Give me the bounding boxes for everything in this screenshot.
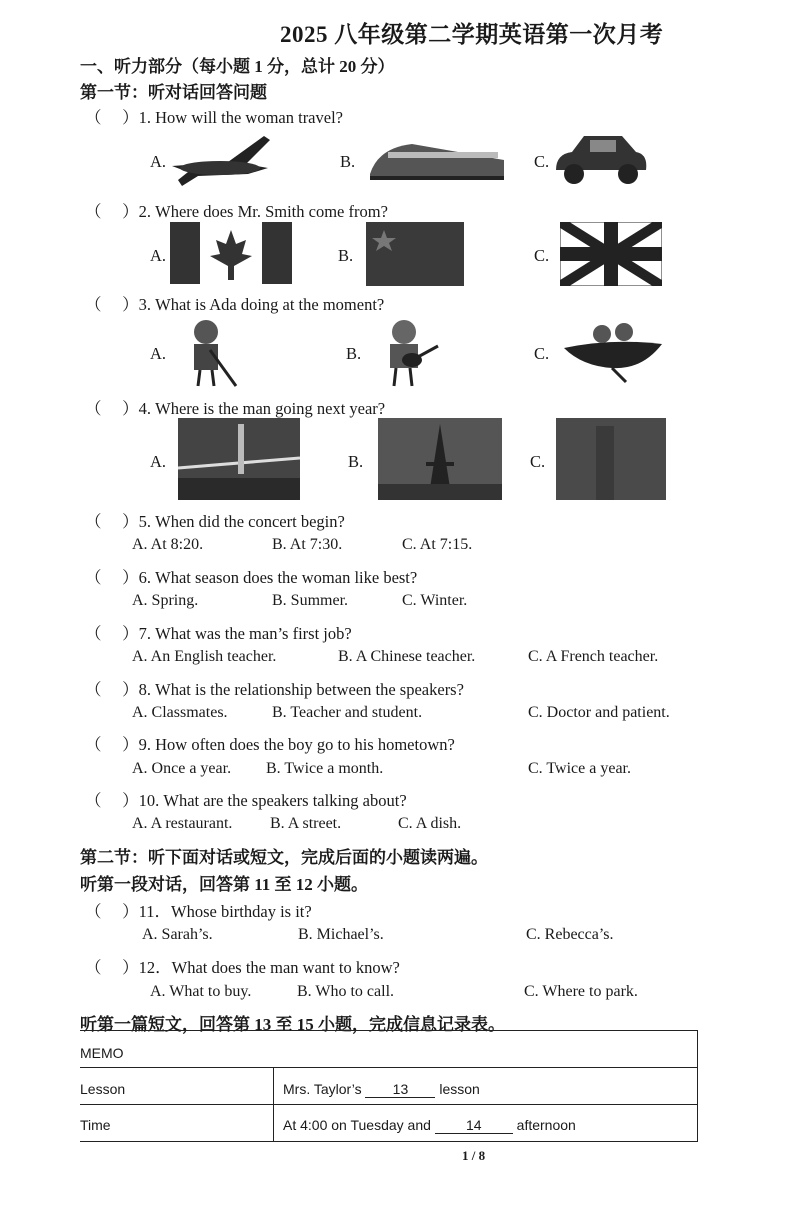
- option-3a-label: A.: [150, 344, 167, 363]
- part-heading-2b: 听第一篇短文，回答第 13 至 15 小题，完成信息记录表。: [80, 1015, 505, 1034]
- question-10: （ ）10. What are the speakers talking about?: [85, 791, 407, 810]
- memo-lesson-pre: Mrs. Taylor’s: [283, 1081, 362, 1097]
- bridge-photo-image: [178, 418, 300, 500]
- page-title: 2025 八年级第二学期英语第一次月考: [280, 22, 664, 47]
- question-3: （ ）3. What is Ada doing at the moment?: [85, 295, 385, 314]
- question-2: （ ）2. Where does Mr. Smith come from?: [85, 202, 388, 221]
- part-heading-1: 第一节：听对话回答问题: [80, 83, 267, 102]
- blank-13[interactable]: 13: [365, 1081, 435, 1098]
- part-heading-2a: 听第一段对话，回答第 11 至 12 小题。: [80, 875, 369, 894]
- memo-time-value: [283, 1117, 576, 1134]
- question-11: （ ）11．Whose birthday is it?: [85, 902, 312, 921]
- option-3c-label: C.: [534, 344, 550, 363]
- memo-header: MEMO: [80, 1045, 124, 1061]
- option-6c: C. Winter.: [402, 592, 468, 609]
- option-7b: B. A Chinese teacher.: [338, 648, 476, 665]
- option-12b: B. Who to call.: [297, 983, 395, 1000]
- option-5b: B. At 7:30.: [272, 536, 343, 553]
- question-1: （ ）1. How will the woman travel?: [85, 108, 343, 127]
- option-3b-label: B.: [346, 344, 362, 363]
- option-8a: A. Classmates.: [132, 704, 228, 721]
- memo-column-divider: [273, 1067, 274, 1141]
- memo-lesson-label: Lesson: [80, 1081, 126, 1097]
- memo-time-post: afternoon: [516, 1117, 576, 1133]
- memo-time-label: Time: [80, 1117, 111, 1133]
- car-image: [550, 130, 650, 190]
- option-1b-label: B.: [340, 152, 356, 171]
- option-9b: B. Twice a month.: [266, 760, 384, 777]
- option-8b: B. Teacher and student.: [272, 704, 423, 721]
- option-6b: B. Summer.: [272, 592, 349, 609]
- option-4a-label: A.: [150, 452, 167, 471]
- china-flag-image: [366, 222, 464, 286]
- airplane-image: [168, 128, 272, 192]
- uk-flag-image: [560, 222, 662, 286]
- girl-sweeping-image: [180, 316, 240, 388]
- big-ben-image: [556, 418, 666, 500]
- option-10c: C. A dish.: [398, 815, 462, 832]
- option-2a-label: A.: [150, 246, 167, 265]
- blank-14[interactable]: 14: [435, 1117, 513, 1134]
- option-7a: A. An English teacher.: [132, 648, 277, 665]
- memo-divider: [80, 1104, 697, 1105]
- train-image: [368, 134, 508, 184]
- eiffel-tower-image: [378, 418, 502, 500]
- boy-playing-guitar-image: [382, 316, 442, 388]
- memo-lesson-value: [283, 1081, 480, 1098]
- option-11b: B. Michael’s.: [298, 926, 384, 943]
- option-4b-label: B.: [348, 452, 364, 471]
- option-9a: A. Once a year.: [132, 760, 232, 777]
- option-2c-label: C.: [534, 246, 550, 265]
- option-1a-label: A.: [150, 152, 167, 171]
- option-9c: C. Twice a year.: [528, 760, 631, 777]
- question-7: （ ）7. What was the man’s first job?: [85, 624, 352, 643]
- option-2b-label: B.: [338, 246, 354, 265]
- question-9: （ ）9. How often does the boy go to his hometown?: [85, 735, 455, 754]
- section-heading-listening: 一、听力部分（每小题 1 分，总计 20 分）: [80, 57, 395, 76]
- question-12: （ ）12．What does the man want to know?: [85, 958, 400, 977]
- question-5: （ ）5. When did the concert begin?: [85, 512, 345, 531]
- memo-table: [80, 1030, 698, 1142]
- question-6: （ ）6. What season does the woman like best?: [85, 568, 418, 587]
- children-boating-image: [562, 318, 664, 384]
- option-10b: B. A street.: [270, 815, 342, 832]
- option-10a: A. A restaurant.: [132, 815, 233, 832]
- option-5c: C. At 7:15.: [402, 536, 473, 553]
- option-11a: A. Sarah’s.: [142, 926, 213, 943]
- option-4c-label: C.: [530, 452, 546, 471]
- option-6a: A. Spring.: [132, 592, 199, 609]
- memo-lesson-post: lesson: [439, 1081, 480, 1097]
- memo-divider: [80, 1067, 697, 1068]
- option-12a: A. What to buy.: [150, 983, 252, 1000]
- page-number: 1 / 8: [462, 1148, 486, 1163]
- option-7c: C. A French teacher.: [528, 648, 659, 665]
- part-heading-2: 第二节：听下面对话或短文，完成后面的小题读两遍。: [80, 848, 488, 867]
- option-5a: A. At 8:20.: [132, 536, 204, 553]
- option-12c: C. Where to park.: [524, 983, 638, 1000]
- canada-flag-image: [170, 222, 292, 284]
- option-11c: C. Rebecca’s.: [526, 926, 614, 943]
- option-1c-label: C.: [534, 152, 550, 171]
- question-8: （ ）8. What is the relationship between the speakers?: [85, 680, 464, 699]
- question-4: （ ）4. Where is the man going next year?: [85, 399, 386, 418]
- option-8c: C. Doctor and patient.: [528, 704, 670, 721]
- memo-time-pre: At 4:00 on Tuesday and: [283, 1117, 431, 1133]
